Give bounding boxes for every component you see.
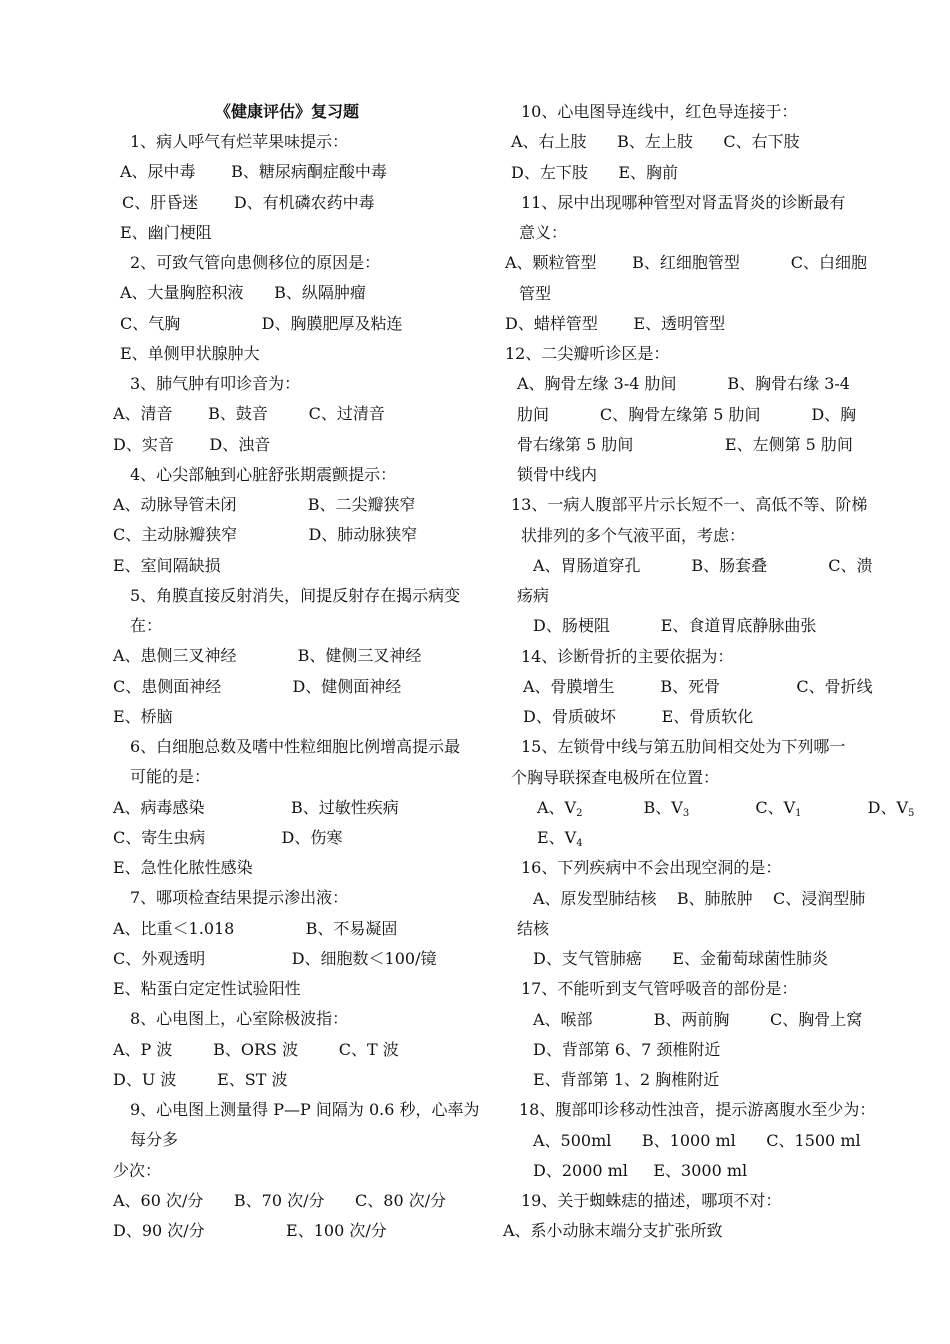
left-line: C、主动脉瓣狭窄 D、肺动脉狭窄 xyxy=(113,525,418,544)
left-line: C、外观透明 D、细胞数＜100/镜 xyxy=(113,949,437,968)
right-line: 11、尿中出现哪种管型对肾盂肾炎的诊断最有 xyxy=(521,193,846,212)
left-line: A、比重＜1.018 B、不易凝固 xyxy=(113,919,398,938)
right-line: 12、二尖瓣听诊区是： xyxy=(505,344,670,363)
left-line: 8、心电图上，心室除极波指： xyxy=(130,1009,349,1028)
left-line: D、实音 D、浊音 xyxy=(113,435,271,454)
right-line: A、胃肠道穿孔 B、肠套叠 C、溃 xyxy=(533,556,873,575)
right-line: 管型 xyxy=(519,284,552,303)
right-line: 疡病 xyxy=(517,586,550,605)
right-line: A、$V_2$ B、$V_3$ C、$V_1$ D、$V_5$ xyxy=(537,798,915,819)
right-line: 16、下列疾病中不会出现空洞的是： xyxy=(521,858,782,877)
right-line: A、喉部 B、两前胸 C、胸骨上窝 xyxy=(533,1010,863,1029)
left-line: 7、哪项检查结果提示渗出液： xyxy=(130,888,349,907)
left-line: E、粘蛋白定定性试验阳性 xyxy=(113,979,301,998)
right-line: D、左下肢 E、胸前 xyxy=(511,163,679,182)
right-line: A、原发型肺结核 B、肺脓肿 C、浸润型肺 xyxy=(533,889,866,908)
left-line: E、幽门梗阻 xyxy=(120,223,212,242)
left-line: A、大量胸腔积液 B、纵隔肿瘤 xyxy=(120,283,366,302)
left-line: A、患侧三叉神经 B、健侧三叉神经 xyxy=(113,646,422,665)
left-line: D、U 波 E、ST 波 xyxy=(113,1070,288,1089)
right-line: D、骨质破坏 E、骨质软化 xyxy=(523,707,754,726)
right-line: A、胸骨左缘 3-4 肋间 B、胸骨右缘 3-4 xyxy=(517,374,850,393)
right-line: 状排列的多个气液平面，考虑： xyxy=(521,526,746,545)
right-line: D、2000 ml E、3000 ml xyxy=(533,1161,748,1180)
right-line: E、背部第 1、2 胸椎附近 xyxy=(533,1070,720,1089)
left-line: C、肝昏迷 D、有机磷农药中毒 xyxy=(122,193,375,212)
right-line: 10、心电图导连线中，红色导连接于： xyxy=(521,102,798,121)
right-line: A、系小动脉末端分支扩张所致 xyxy=(503,1221,723,1240)
right-line: 肋间 C、胸骨左缘第 5 肋间 D、胸 xyxy=(517,405,857,424)
right-line: 结核 xyxy=(517,919,550,938)
left-line: 可能的是： xyxy=(130,767,211,786)
left-line: 5、角膜直接反射消失，间提反射存在揭示病变 xyxy=(130,586,461,605)
right-line: 意义： xyxy=(519,223,568,242)
left-line: C、气胸 D、胸膜肥厚及粘连 xyxy=(120,314,403,333)
left-line: E、室间隔缺损 xyxy=(113,556,221,575)
right-line: 18、腹部叩诊移动性浊音，提示游离腹水至少为： xyxy=(519,1100,876,1119)
right-line: 骨右缘第 5 肋间 E、左侧第 5 肋间 xyxy=(517,435,853,454)
right-line: 15、左锁骨中线与第五肋间相交处为下列哪一 xyxy=(521,737,846,756)
right-line: D、背部第 6、7 颈椎附近 xyxy=(533,1040,721,1059)
left-line: 少次： xyxy=(113,1161,162,1180)
left-line: A、P 波 B、ORS 波 C、T 波 xyxy=(113,1040,399,1059)
right-line: D、支气管肺癌 E、金葡萄球菌性肺炎 xyxy=(533,949,829,968)
page-title: 《健康评估》复习题 xyxy=(215,102,360,121)
left-line: 每分多 xyxy=(130,1130,179,1149)
left-line: 2、可致气管向患侧移位的原因是： xyxy=(130,253,381,272)
right-line: D、蜡样管型 E、透明管型 xyxy=(505,314,726,333)
left-line: A、动脉导管未闭 B、二尖瓣狭窄 xyxy=(113,495,416,514)
right-line: E、$V_4$ xyxy=(537,828,583,849)
right-line: 13、一病人腹部平片示长短不一、高低不等、阶梯 xyxy=(511,495,868,514)
right-line: 19、关于蜘蛛痣的描述，哪项不对： xyxy=(521,1191,782,1210)
right-line: 14、诊断骨折的主要依据为： xyxy=(521,647,734,666)
right-line: D、肠梗阻 E、食道胃底静脉曲张 xyxy=(533,616,817,635)
right-line: A、颗粒管型 B、红细胞管型 C、白细胞 xyxy=(505,253,868,272)
left-line: A、尿中毒 B、糖尿病酮症酸中毒 xyxy=(120,162,387,181)
left-line: 4、心尖部触到心脏舒张期震颤提示： xyxy=(130,465,397,484)
left-line: E、桥脑 xyxy=(113,707,173,726)
left-line: A、清音 B、鼓音 C、过清音 xyxy=(113,404,385,423)
right-line: 锁骨中线内 xyxy=(517,465,598,484)
left-line: 在： xyxy=(130,616,163,635)
left-line: A、病毒感染 B、过敏性疾病 xyxy=(113,798,399,817)
right-line: 17、不能听到支气管呼吸音的部份是： xyxy=(521,979,798,998)
left-line: 6、白细胞总数及嗜中性粒细胞比例增高提示最 xyxy=(130,737,461,756)
left-line: 9、心电图上测量得 P—P 间隔为 0.6 秒，心率为 xyxy=(130,1100,480,1119)
left-line: C、患侧面神经 D、健侧面神经 xyxy=(113,677,402,696)
left-line: A、60 次/分 B、70 次/分 C、80 次/分 xyxy=(113,1191,447,1210)
right-line: 个胸导联探查电极所在位置： xyxy=(511,768,720,787)
right-line: A、骨膜增生 B、死骨 C、骨折线 xyxy=(523,677,873,696)
left-line: 3、肺气肿有叩诊音为： xyxy=(130,374,301,393)
right-line: A、右上肢 B、左上肢 C、右下肢 xyxy=(511,132,800,151)
left-line: D、90 次/分 E、100 次/分 xyxy=(113,1221,387,1240)
left-line: 1、病人呼气有烂苹果味提示： xyxy=(130,132,349,151)
right-line: A、500ml B、1000 ml C、1500 ml xyxy=(533,1131,861,1150)
left-line: E、急性化脓性感染 xyxy=(113,858,253,877)
left-line: C、寄生虫病 D、伤寒 xyxy=(113,828,343,847)
left-line: E、单侧甲状腺肿大 xyxy=(120,344,260,363)
